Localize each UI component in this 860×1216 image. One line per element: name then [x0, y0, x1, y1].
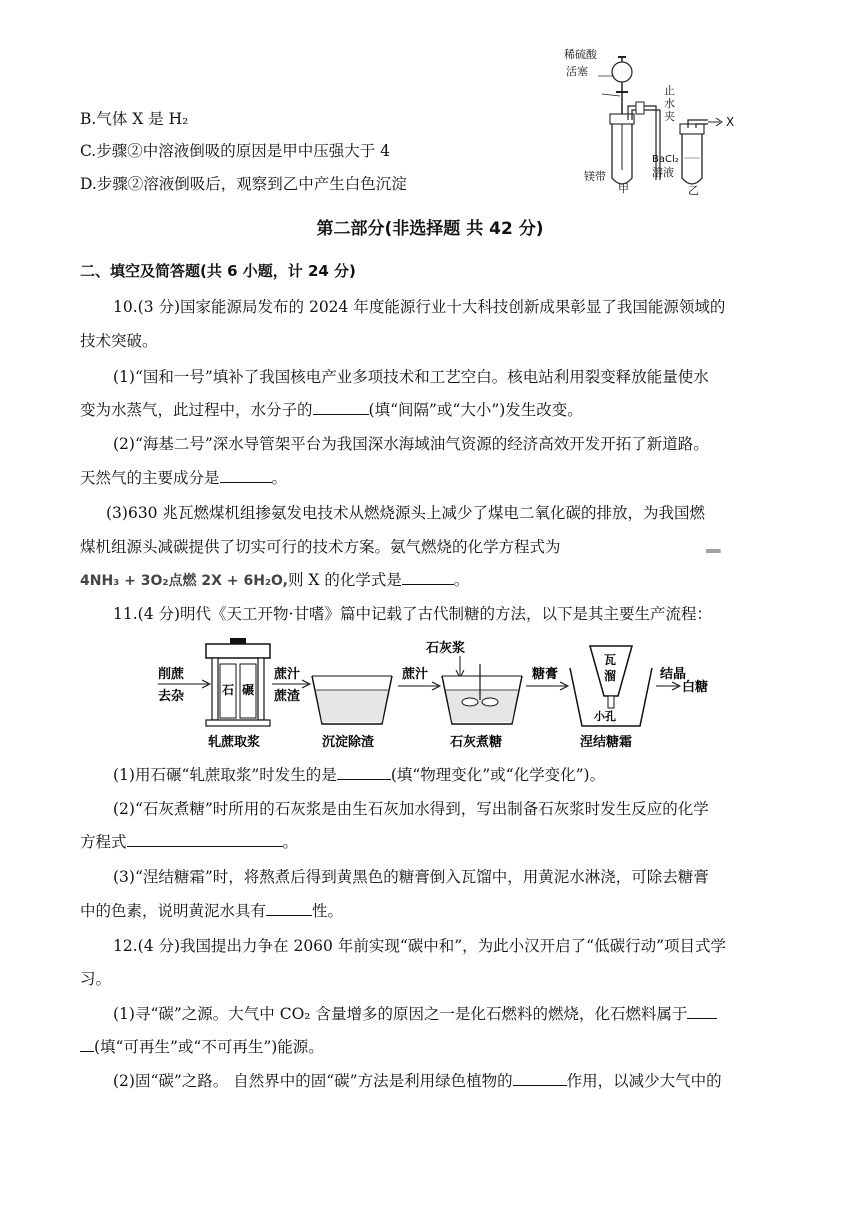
- answer-blank[interactable]: [127, 832, 283, 847]
- label-x: X: [726, 115, 735, 129]
- q10-p2-b: 天然气的主要成分是 。: [80, 469, 288, 487]
- label-clip-3: 夹: [664, 110, 675, 123]
- svg-text:涅结糖霜: 涅结糖霜: [580, 735, 633, 750]
- answer-blank[interactable]: [687, 1004, 717, 1019]
- ammonia-equation: 4NH₃ + 3O₂点燃 2X + 6H₂O,: [80, 573, 288, 589]
- answer-blank[interactable]: [513, 1071, 567, 1086]
- q10-p3-a: (3)630 兆瓦燃煤机组掺氨发电技术从燃烧源头上减少了煤电二氧化碳的排放，为我国燃: [106, 504, 705, 522]
- svg-text:石灰煮糖: 石灰煮糖: [450, 735, 503, 750]
- label-clip-1: 止: [664, 84, 675, 97]
- q11-stem: 11.(4 分)明代《天工开物·甘嗜》篇中记载了古代制糖的方法，以下是其主要生产流程：: [113, 605, 712, 623]
- sugar-process-flow: [150, 636, 720, 752]
- svg-text:轧蔗取浆: 轧蔗取浆: [208, 735, 261, 750]
- answer-blank[interactable]: [266, 901, 312, 916]
- q10-stem-2: 技术突破。: [80, 332, 158, 350]
- svg-text:蔗渣: 蔗渣: [274, 689, 301, 704]
- label-bacl2: BaCl₂: [652, 154, 679, 165]
- answer-blank[interactable]: [220, 468, 272, 483]
- part2-title: 第二部分(非选择题 共 42 分): [316, 219, 544, 239]
- q12-p1-b: (填“可再生”或“不可再生”)能源。: [80, 1036, 324, 1058]
- label-solution: 溶液: [652, 166, 674, 179]
- answer-blank[interactable]: [80, 1037, 94, 1052]
- svg-text:小孔: 小孔: [594, 710, 616, 723]
- svg-text:石: 石: [222, 683, 235, 697]
- q10-p1-a: (1)“国和一号”填补了我国核电产业多项技术和工艺空白。核电站利用裂变释放能量使水: [113, 368, 709, 386]
- q12-p1-a: (1)寻“碳”之源。大气中 CO₂ 含量增多的原因之一是化石燃料的燃烧，化石燃料属于: [113, 1003, 717, 1025]
- q11-p2-a: (2)“石灰煮糖”时所用的石灰浆是由生石灰加水得到，写出制备石灰浆时发生反应的化学: [113, 800, 709, 818]
- svg-text:碾: 碾: [242, 683, 255, 697]
- q12-stem-2: 习。: [80, 970, 112, 988]
- option-d: D.步骤②溶液倒吸后，观察到乙中产生白色沉淀: [80, 175, 407, 193]
- apparatus-diagram: [560, 10, 760, 195]
- svg-text:溜: 溜: [604, 669, 617, 683]
- q11-p3-b: 中的色素，说明黄泥水具有 性。: [80, 902, 344, 920]
- q12-stem-1: 12.(4 分)我国提出力争在 2060 年前实现“碳中和”，为此小汉开启了“低碳行动”项目式学: [113, 937, 727, 955]
- q10-p3-b: 煤机组源头减碳提供了切实可行的技术方案。氨气燃烧的化学方程式为: [80, 538, 561, 556]
- svg-text:糖膏: 糖膏: [532, 667, 559, 682]
- svg-text:石灰浆: 石灰浆: [426, 641, 466, 656]
- label-valve: 活塞: [566, 65, 588, 78]
- answer-blank[interactable]: [337, 765, 391, 780]
- q12-p2: (2)固“碳”之路。 自然界中的固“碳”方法是利用绿色植物的 作用，以减少大气中的: [113, 1072, 722, 1090]
- svg-text:沉淀除渣: 沉淀除渣: [322, 735, 375, 750]
- q10-stem-1: 10.(3 分)国家能源局发布的 2024 年度能源行业十大科技创新成果彰显了我国能源领域的: [113, 298, 726, 316]
- label-acid: 稀硫酸: [564, 48, 597, 61]
- label-clip-2: 水: [664, 97, 675, 110]
- svg-text:白糖: 白糖: [682, 680, 709, 695]
- q11-p1: (1)用石碾“轧蔗取浆”时发生的是 (填“物理变化”或“化学变化”)。: [113, 766, 606, 784]
- svg-text:削蔗: 削蔗: [158, 667, 185, 682]
- section-title: 二、填空及简答题(共 6 小题，计 24 分): [80, 262, 356, 280]
- q10-p2-a: (2)“海基二号”深水导管架平台为我国深水海域油气资源的经济高效开发开拓了新道路。: [113, 435, 709, 453]
- svg-text:瓦: 瓦: [604, 653, 617, 667]
- q10-p3-c: 4NH₃ + 3O₂点燃 2X + 6H₂O,则 X 的化学式是 。: [80, 571, 470, 589]
- answer-blank[interactable]: [313, 400, 369, 415]
- svg-text:结晶: 结晶: [660, 667, 687, 682]
- svg-text:去杂: 去杂: [158, 689, 185, 704]
- q11-p2-b: 方程式 。: [80, 833, 299, 851]
- option-b: B.气体 X 是 H₂: [80, 110, 189, 128]
- option-c: C.步骤②中溶液倒吸的原因是甲中压强大于 4: [80, 142, 391, 160]
- equation-equals-sign: ══: [706, 544, 721, 558]
- svg-text:蔗汁: 蔗汁: [274, 667, 301, 682]
- q11-p3-a: (3)“涅结糖霜”时，将熬煮后得到黄黑色的糖膏倒入瓦馏中，用黄泥水淋浇，可除去糖膏: [113, 868, 709, 886]
- label-jia: 甲: [618, 182, 629, 195]
- answer-blank[interactable]: [402, 570, 454, 585]
- q10-p1-b: 变为水蒸气，此过程中，水分子的 (填“间隔”或“大小”)发生改变。: [80, 401, 583, 419]
- svg-text:蔗汁: 蔗汁: [402, 667, 429, 682]
- label-ribbon: 镁带: [584, 170, 606, 183]
- label-yi: 乙: [688, 184, 699, 195]
